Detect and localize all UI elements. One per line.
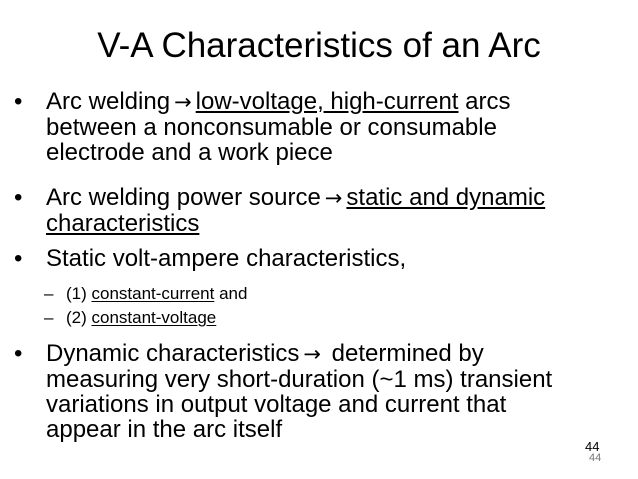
bullet-line: between a nonconsumable or consumable (46, 114, 497, 141)
bullet-text: Arc welding (46, 88, 171, 115)
sub-item-constant-current (44, 284, 247, 304)
sub-text: (1) (66, 284, 92, 303)
bullet-line: variations in output voltage and current that (46, 391, 507, 418)
underlined-term: static and dynamic (346, 184, 546, 211)
bullet-line: appear in the arc itself (46, 416, 283, 443)
underlined-term: low-voltage, high-current (195, 88, 459, 115)
bullet-line: measuring very short-duration (~1 ms) transient (46, 366, 553, 393)
underlined-term: constant-voltage (91, 308, 217, 327)
sub-dash: – (44, 284, 54, 303)
underlined-term: constant-current (91, 284, 215, 303)
bullet-line: Static volt-ampere characteristics, (46, 245, 407, 272)
bullet-dot: • (14, 245, 23, 272)
arrow-right-icon: → (303, 342, 322, 366)
sub-text: (2) (66, 308, 92, 327)
arrow-right-icon: → (324, 186, 343, 210)
bullet-text: arcs (458, 88, 511, 115)
underlined-term: characteristics (46, 210, 200, 237)
bullet-dynamic (14, 341, 614, 442)
page-number: 44 (585, 439, 600, 454)
bullet-text: Arc welding power source (46, 184, 321, 211)
bullet-power-source (14, 185, 614, 236)
bullet-text: Dynamic characteristics (46, 340, 300, 367)
bullet-text: determined by (325, 340, 484, 367)
bullet-dot: • (14, 184, 23, 211)
bullet-arc-welding (14, 89, 614, 165)
bullet-line (46, 341, 614, 367)
arrow-right-icon: → (174, 90, 192, 114)
bullet-static-va (14, 246, 614, 271)
bullet-dot: • (14, 340, 23, 367)
slide-title: V-A Characteristics of an Arc (97, 26, 541, 65)
bullet-line: electrode and a work piece (46, 139, 333, 166)
page-number-footer: 44 (589, 452, 602, 464)
bullet-line (46, 185, 614, 211)
bullet-line (46, 211, 614, 236)
sub-text: and (214, 284, 248, 303)
bullet-line (46, 89, 614, 115)
sub-item-constant-voltage (44, 308, 216, 328)
sub-dash: – (44, 308, 54, 327)
bullet-dot: • (14, 88, 23, 115)
